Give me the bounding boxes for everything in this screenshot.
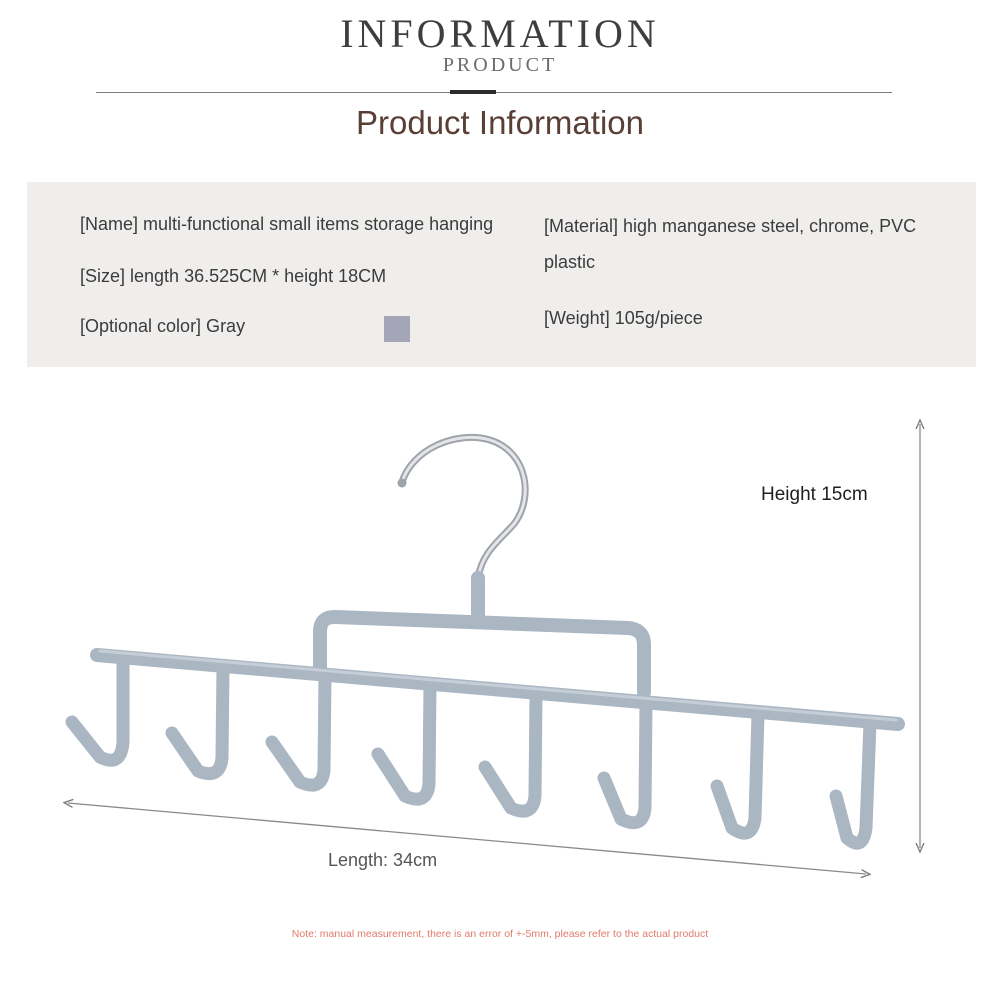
spec-size: [Size] length 36.525CM * height 18CM (80, 266, 387, 286)
hook-3 (272, 676, 325, 785)
spec-name: [Name] multi-functional small items storage hanging (80, 214, 494, 234)
spec-color: [Optional color] Gray (80, 316, 246, 336)
hook-8 (836, 723, 870, 843)
hook-2 (172, 667, 223, 774)
spec-material: [Material] high manganese steel, chrome, PVC (544, 216, 917, 236)
hook-7 (717, 714, 758, 833)
hook-1 (72, 658, 123, 760)
spec-material-cont: plastic (544, 252, 596, 272)
measurement-note: Note: manual measurement, there is an error of +-5mm, please refer to the actual product (291, 928, 709, 940)
spec-weight: [Weight] 105g/piece (544, 308, 703, 328)
hook-4 (378, 685, 430, 799)
header-subtitle: PRODUCT (442, 54, 558, 76)
hook-6 (604, 704, 646, 823)
hanger-metal-hook (398, 437, 526, 616)
section-title: Product Information (356, 104, 644, 141)
height-label: Height 15cm (761, 484, 868, 505)
length-label: Length: 34cm (328, 850, 438, 870)
header-title: INFORMATION (340, 11, 660, 56)
hook-5 (485, 694, 536, 811)
